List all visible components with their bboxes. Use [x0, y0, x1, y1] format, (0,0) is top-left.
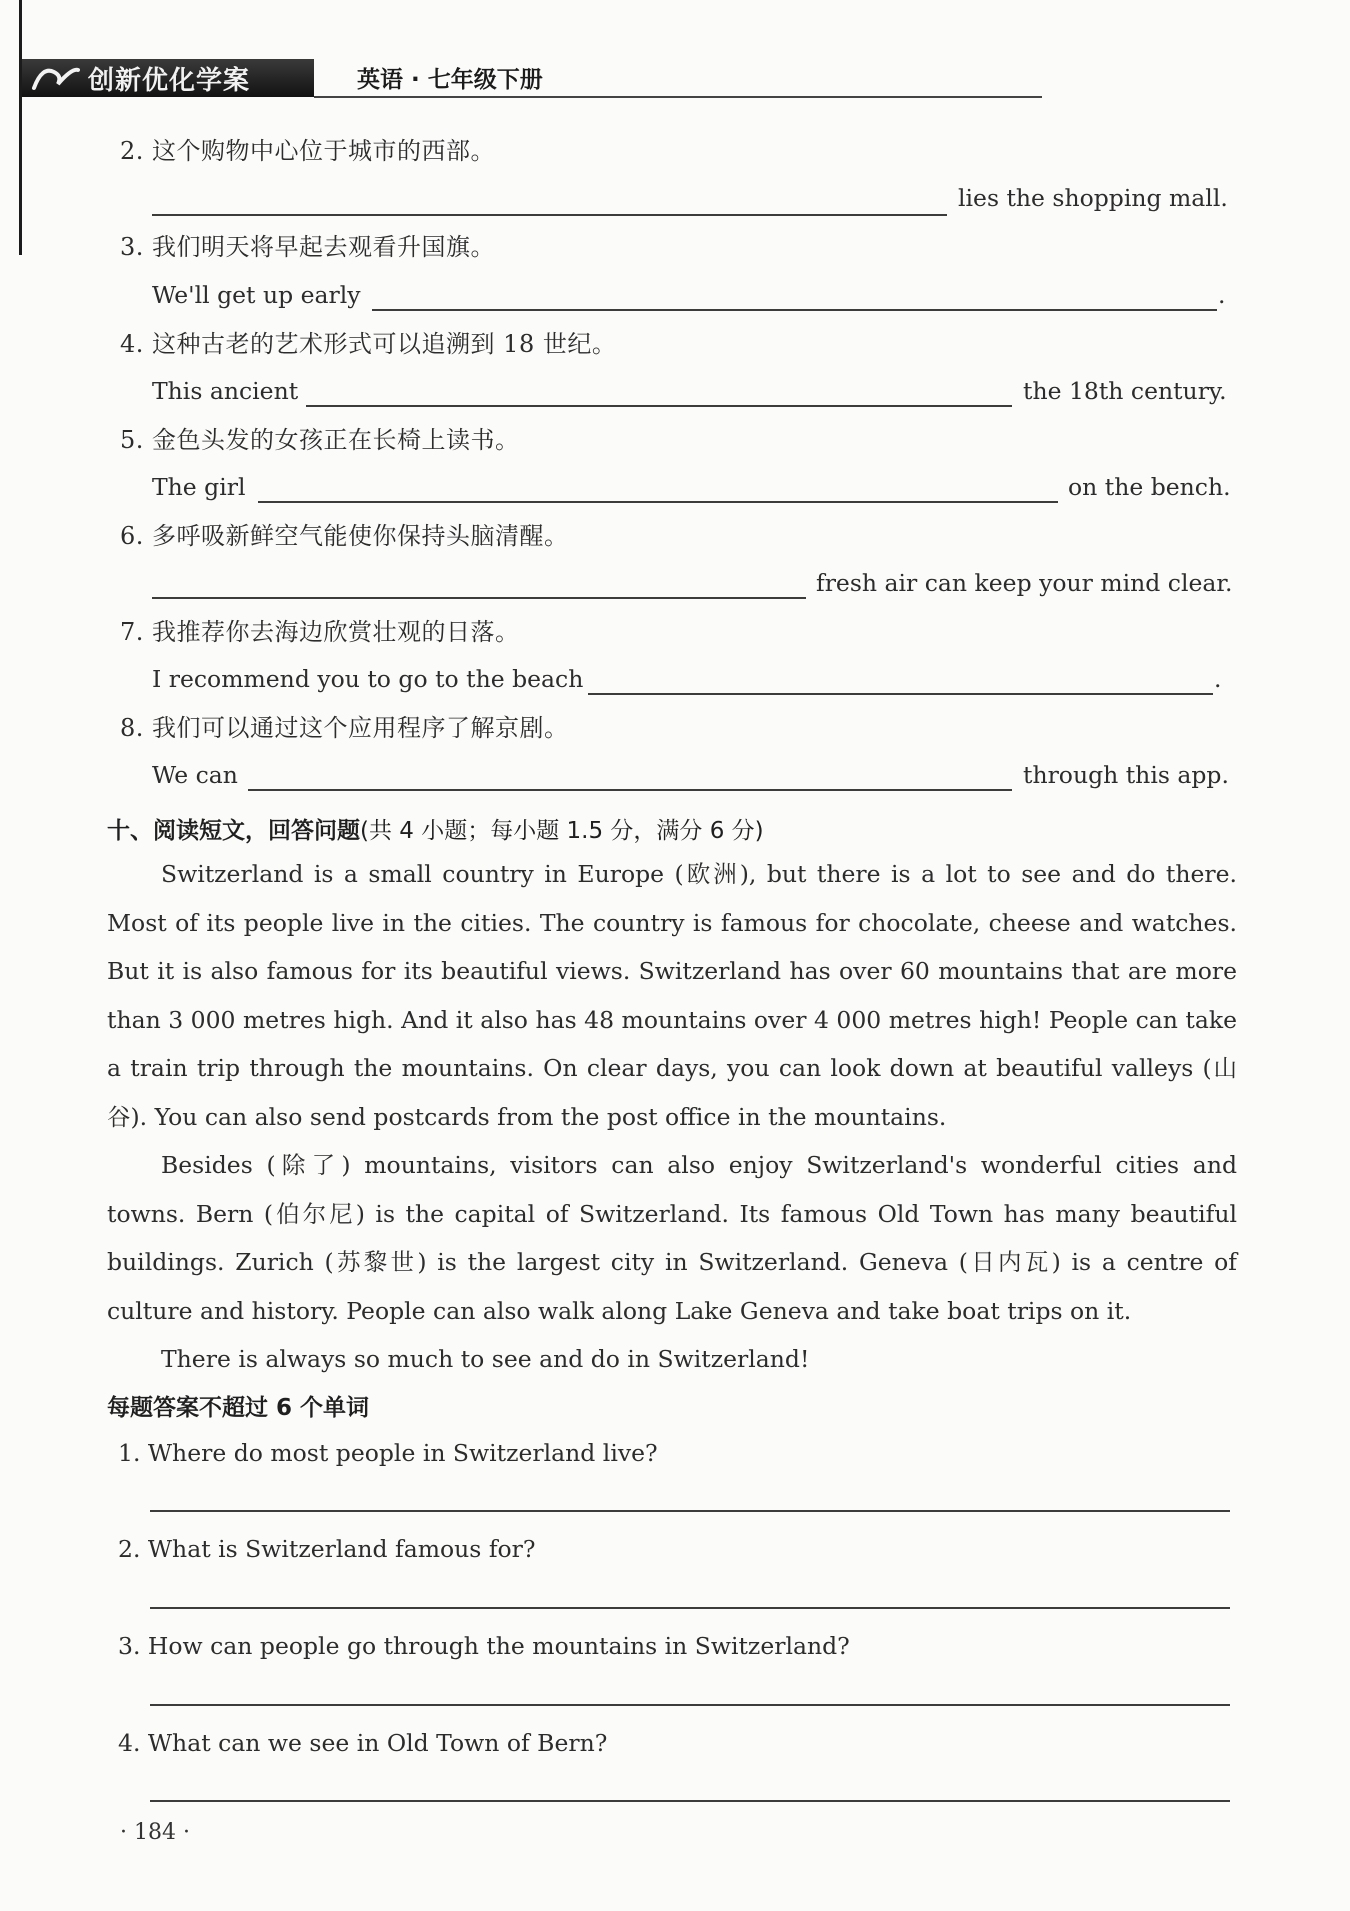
item-8-answer-blank[interactable] [248, 789, 1012, 791]
question-2-answer-line[interactable] [150, 1607, 1230, 1609]
item-2-prompt: 2. 这个购物中心位于城市的西部。 [120, 137, 496, 165]
section-heading: 十、阅读短文，回答问题(共 4 小题；每小题 1.5 分，满分 6 分) [107, 818, 764, 844]
item-6-tail: fresh air can keep your mind clear. [816, 569, 1233, 597]
item-5-prompt: 5. 金色头发的女孩正在长椅上读书。 [120, 426, 520, 454]
item-8-prompt: 8. 我们可以通过这个应用程序了解京剧。 [120, 714, 569, 742]
item-4-lead: This ancient [152, 377, 299, 405]
item-3-lead: We'll get up early [152, 281, 361, 309]
item-6-prompt: 6. 多呼吸新鲜空气能使你保持头脑清醒。 [120, 522, 569, 550]
answer-instruction: 每题答案不超过 6 个单词 [107, 1395, 370, 1421]
question-1-answer-line[interactable] [150, 1510, 1230, 1512]
item-3-tail: . [1218, 281, 1226, 309]
passage-paragraph-1: Switzerland is a small country in Europe (欧洲), but there is a lot to see and do there. Most of its people live in the cities. The country is famous for chocolate, cheese and watches. But it is also famous for its beautiful views. Switzerland has over 60 mountains that are more than 3 000 metres high. And it also has 48 mountains over 4 000 metres high! People can take a train trip through the mountains. On clear days, you can look down at beautiful valleys (山谷). You can also send postcards from the post office in the mountains. [107, 860, 1237, 1131]
item-7-tail: . [1214, 665, 1222, 693]
question-3-answer-line[interactable] [150, 1704, 1230, 1706]
book-title: 英语 · 七年级下册 [357, 67, 543, 93]
question-3: 3. How can people go through the mountains in Switzerland? [118, 1632, 850, 1660]
item-7-prompt: 7. 我推荐你去海边欣赏壮观的日落。 [120, 618, 520, 646]
brand-banner [22, 59, 314, 97]
item-6-answer-blank[interactable] [152, 597, 806, 599]
item-7-answer-blank[interactable] [588, 693, 1213, 695]
question-1: 1. Where do most people in Switzerland live? [118, 1439, 658, 1467]
item-7-lead: I recommend you to go to the beach [152, 665, 584, 693]
item-3-answer-blank[interactable] [372, 309, 1217, 311]
passage-paragraph-3: There is always so much to see and do in Switzerland! [161, 1345, 810, 1373]
item-8-lead: We can [152, 761, 238, 789]
page-header [22, 55, 1042, 97]
header-divider [314, 96, 1042, 98]
item-3-prompt: 3. 我们明天将早起去观看升国旗。 [120, 233, 496, 261]
item-8-tail: through this app. [1023, 761, 1229, 789]
item-4-answer-blank[interactable] [306, 405, 1012, 407]
question-4-answer-line[interactable] [150, 1800, 1230, 1802]
item-4-tail: the 18th century. [1023, 377, 1227, 405]
item-5-answer-blank[interactable] [258, 501, 1058, 503]
brand-name: 创新优化学案 [88, 65, 251, 96]
item-5-tail: on the bench. [1068, 473, 1231, 501]
item-5-lead: The girl [152, 473, 246, 501]
question-2: 2. What is Switzerland famous for? [118, 1535, 536, 1563]
left-margin-rule [19, 0, 22, 255]
question-4: 4. What can we see in Old Town of Bern? [118, 1729, 608, 1757]
page-number: · 184 · [120, 1820, 190, 1845]
item-2-tail: lies the shopping mall. [958, 184, 1228, 212]
brand-logo-icon [28, 62, 82, 94]
passage-paragraph-2: Besides (除了) mountains, visitors can also enjoy Switzerland's wonderful cities and towns. Bern (伯尔尼) is the capital of Switzerland. Its famous Old Town has many beautiful buildings. Zurich (苏黎世) is the largest city in Switzerland. Geneva (日内瓦) is a centre of culture and history. People can also walk along Lake Geneva and take boat trips on it. [107, 1151, 1237, 1325]
item-4-prompt: 4. 这种古老的艺术形式可以追溯到 18 世纪。 [120, 330, 617, 358]
section-score-note: (共 4 小题；每小题 1.5 分，满分 6 分) [360, 818, 764, 844]
item-2-answer-blank[interactable] [152, 214, 947, 216]
